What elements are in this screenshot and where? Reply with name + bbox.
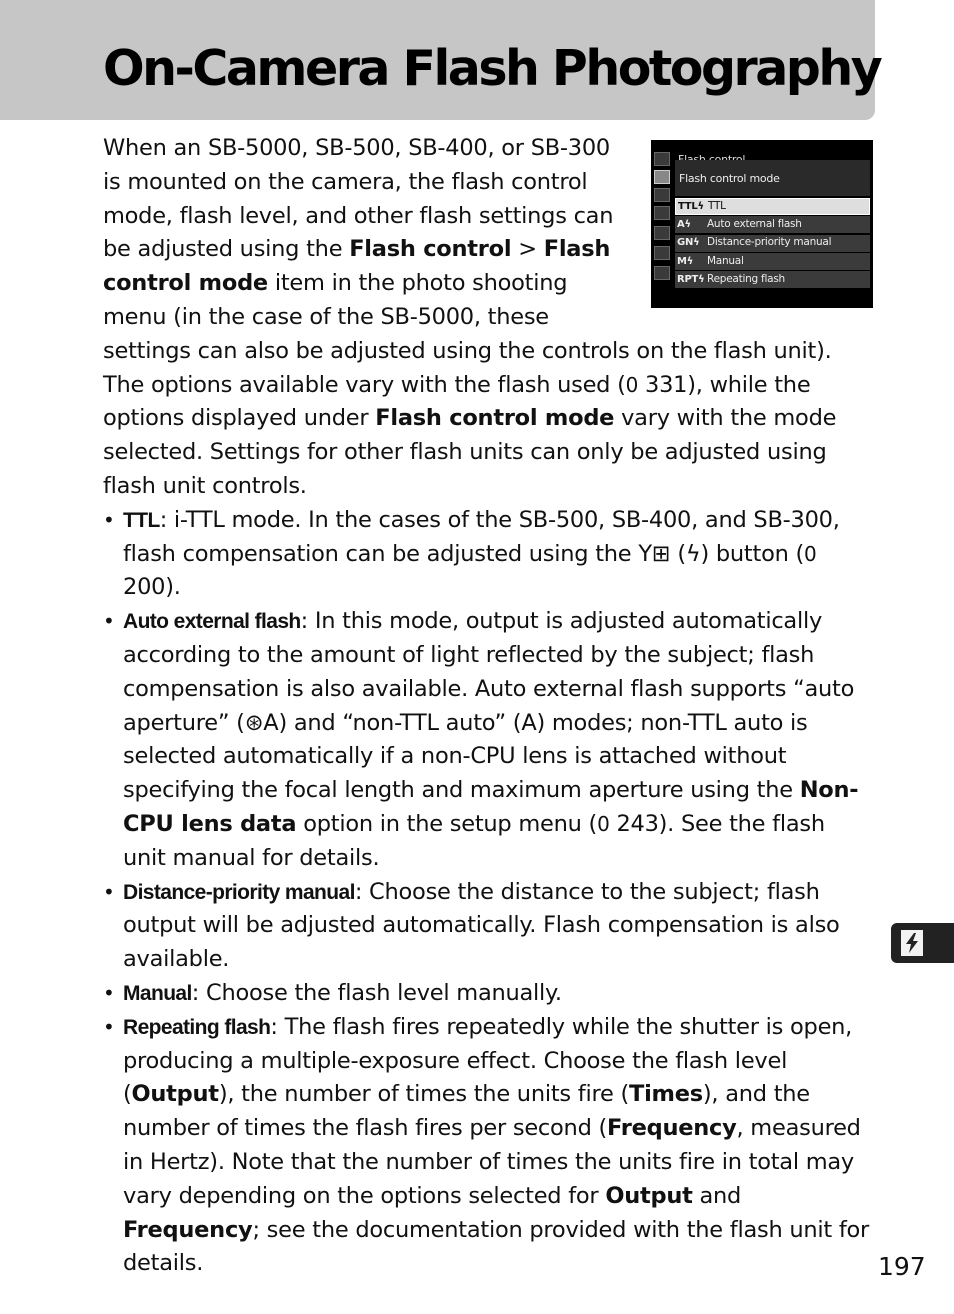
list-item-auto-external	[103, 605, 873, 875]
intro-text: vary with the mode selected. Settings for other flash units can only be adjusted using flash unit controls.	[103, 405, 837, 499]
list-item-manual	[103, 977, 873, 1011]
menu-ref-flash-control-mode: Flash control mode	[103, 236, 611, 297]
mode-text: (	[670, 540, 686, 567]
mode-text: : Choose the flash level manually.	[191, 979, 562, 1006]
intro-text: item in the photo shooting menu (in the case of the SB-5000, these settings can also be adjusted using the controls on the flash unit). The options available vary with the flash used (	[103, 270, 832, 398]
menu-option-label: Repeating flash	[707, 272, 785, 285]
mode-text: ; see the documentation provided with the flash unit for details.	[123, 1216, 870, 1277]
mode-text: : Choose the distance to the subject; flash output will be adjusted automatically. Flash compensation is also available.	[123, 878, 840, 973]
mode-text: option in the setup menu (	[296, 810, 598, 837]
mode-text: 200).	[123, 574, 181, 601]
my-menu-icon	[654, 266, 670, 280]
menu-option-repeating[interactable]	[675, 271, 870, 288]
menu-ref-flash-control-mode: Flash control mode	[375, 405, 615, 432]
page-number: 197	[878, 1252, 926, 1281]
page-ref-icon: 0	[625, 372, 639, 397]
page-content	[103, 132, 873, 1281]
flash-bolt-icon	[905, 933, 919, 953]
mode-text: : The flash fires repeatedly while the shutter is open, producing a multiple-exposure effect. Choose the flash level (	[123, 1013, 853, 1108]
auto-aperture-icon: ⊛	[244, 709, 264, 736]
menu-option-label: Auto external flash	[707, 217, 802, 230]
page-title: On-Camera Flash Photography	[103, 40, 881, 97]
camera-icon	[654, 170, 670, 184]
menu-option-code: RPTϟ	[677, 273, 705, 285]
mode-text: ), the number of times the units fire (	[218, 1081, 629, 1108]
mode-text: ), and the number of times the flash fires per second (	[123, 1081, 810, 1142]
section-tab	[891, 923, 954, 963]
mode-term: Distance-priority manual	[123, 880, 355, 904]
setting-times: Times	[628, 1081, 703, 1108]
intro-text: When an SB-5000, SB-500, SB-400, or SB-300 is mounted on the camera, the flash control mode, flash level, and other flash settings can be adjusted using the	[103, 135, 614, 263]
menu-separator: >	[511, 236, 544, 263]
menu-option-code: TTLϟ	[678, 200, 704, 212]
movie-icon	[654, 188, 670, 202]
mode-term: Auto external flash	[123, 610, 301, 634]
mode-text: : i-TTL mode. In the cases of the SB-500, SB-400, and SB-300, flash compensation can be adjusted using the	[123, 506, 840, 567]
list-item-ttl	[103, 504, 873, 605]
mode-text: and	[692, 1182, 742, 1209]
menu-option-code: GNϟ	[677, 237, 700, 249]
camera-menu-screenshot	[651, 140, 873, 308]
menu-option-code: Aϟ	[677, 218, 691, 230]
setting-output: Output	[131, 1081, 219, 1108]
mode-text: 243). See the flash unit manual for details.	[123, 810, 825, 871]
pencil-icon	[654, 206, 670, 220]
mode-text: : In this mode, output is adjusted automatically according to the amount of light reflected by the subject; flash compensation is also available. Auto external flash supports “auto aperture” (	[123, 608, 855, 736]
menu-option-label: TTL	[708, 199, 726, 212]
mode-term: Manual	[123, 981, 192, 1005]
menu-ref-non-cpu-lens-data: Non-CPU lens data	[123, 777, 859, 837]
mode-list	[103, 504, 873, 1281]
list-item-distance-priority	[103, 876, 873, 977]
page-ref-icon: 0	[804, 541, 817, 566]
mode-text: A) and “non-TTL auto” (A) modes; non-TTL auto is selected automatically if a non-CPU lens is attached without specifying the focal length and maximum aperture using the	[123, 709, 808, 804]
intro-text: 331), while the options displayed under	[103, 371, 811, 432]
retouch-icon	[654, 246, 670, 260]
menu-option-list	[675, 198, 870, 289]
menu-ref-flash-control: Flash control	[349, 236, 512, 263]
flash-icon	[901, 930, 923, 956]
menu-option-label: Distance-priority manual	[707, 236, 832, 249]
mode-text: ) button (	[700, 540, 805, 567]
menu-side-tabs	[651, 140, 673, 308]
mode-text: , measured in Hertz). Note that the number of times the units fire in total may vary depending on the options selected for	[123, 1115, 861, 1209]
mode-term: TTL	[123, 508, 160, 532]
setting-frequency: Frequency	[607, 1115, 737, 1142]
mode-term: Repeating flash	[123, 1015, 271, 1039]
setting-frequency: Frequency	[123, 1216, 253, 1243]
playback-menu-icon	[654, 152, 670, 166]
menu-option-code: Mϟ	[677, 255, 694, 267]
flash-compensation-button-icon: Y⊞	[638, 540, 671, 567]
wrench-icon	[654, 226, 670, 240]
flash-icon: ϟ	[685, 540, 701, 567]
list-item-repeating	[103, 1011, 873, 1281]
menu-subtitle: Flash control mode	[675, 160, 870, 196]
menu-option-label: Manual	[707, 254, 744, 267]
setting-output: Output	[605, 1182, 693, 1209]
page-ref-icon: 0	[597, 811, 610, 836]
